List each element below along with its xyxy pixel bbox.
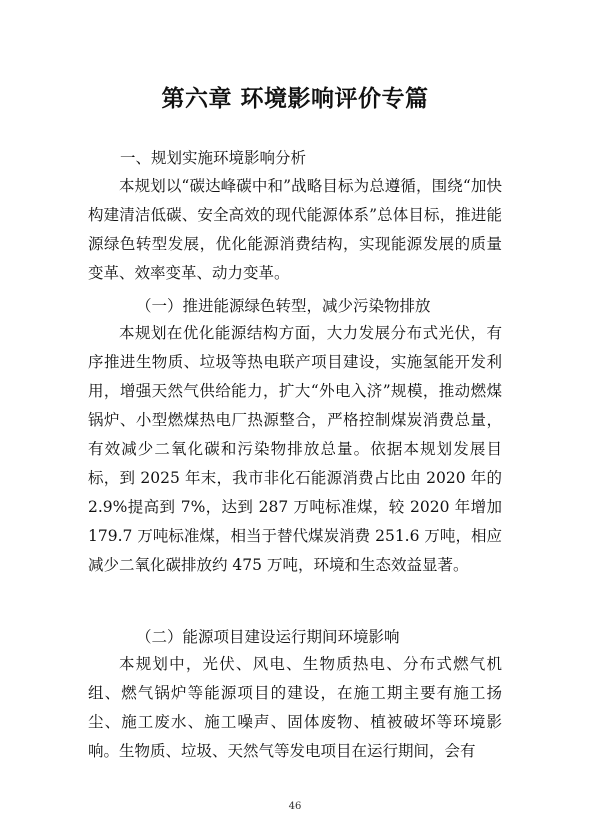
paragraph-intro: 本规划以“碳达峰碳中和”战略目标为总遵循，围绕“加快构建清洁低碳、安全高效的现代能源体系”总体目标，推进能源绿色转型发展，优化能源消费结构，实现能源发展的质量变革、效率变革、动力变革。 bbox=[88, 177, 502, 282]
paragraph-project-impact: 本规划中，光伏、风电、生物质热电、分布式燃气机组、燃气锅炉等能源项目的建设，在施工期主要有施工扬尘、施工废水、施工噪声、固体废物、植被破坏等环境影响。生物质、垃圾、天然气等发电项目在运行期间，会有 bbox=[88, 655, 502, 760]
page-number: 46 bbox=[288, 801, 302, 812]
paragraph-energy-transition: 本规划在优化能源结构方面，大力发展分布式光伏，有序推进生物质、垃圾等热电联产项目建设，实施氢能开发利用，增强天然气供给能力，扩大“外电入济”规模，推动燃煤锅炉、小型燃煤热电厂热源整合，严格控制煤炭消费总量，有效减少二氧化碳和污染物排放总量。依据本规划发展目标，到 2025 年末，我市非化石能源消费占比由 2020 年的 2.9%提高到 7%，达到 287 万吨标准煤，较 2020 年增加 179.7 万吨标准煤，相当于替代煤炭消费 251.6 万吨，相应减少二氧化碳排放约 475 万吨，环境和生态效益显著。 bbox=[88, 324, 502, 574]
chapter-title: 第六章 环境影响评价专篇 bbox=[161, 85, 429, 112]
subsection-heading-2: （二）能源项目建设运行期间环境影响 bbox=[136, 628, 400, 646]
subsection-heading-1: （一）推进能源绿色转型，减少污染物排放 bbox=[136, 297, 431, 315]
section-heading: 一、规划实施环境影响分析 bbox=[120, 149, 307, 167]
